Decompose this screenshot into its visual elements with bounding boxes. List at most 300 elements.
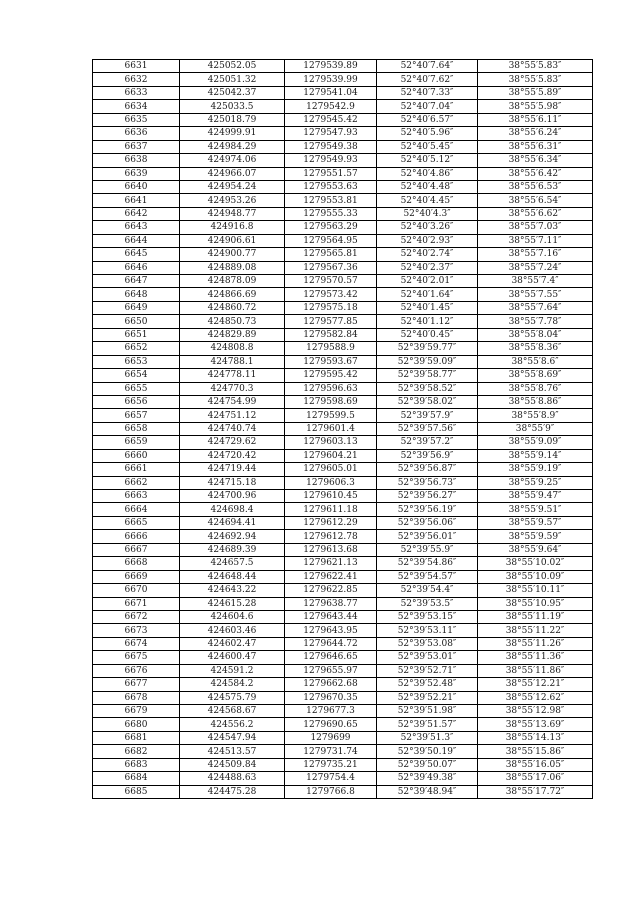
x-coordinate-cell: 424916.8 [180, 221, 285, 234]
table-row [93, 476, 593, 489]
latitude-cell: 52°40′4.3″ [377, 207, 478, 220]
y-coordinate-cell: 1279610.45 [285, 490, 377, 503]
point-number-cell: 6676 [93, 664, 180, 677]
point-number-cell: 6673 [93, 624, 180, 637]
point-number-cell: 6655 [93, 382, 180, 395]
table-row [93, 221, 593, 234]
x-coordinate-cell: 424547.94 [180, 731, 285, 744]
x-coordinate-cell: 424698.4 [180, 503, 285, 516]
y-coordinate-cell: 1279565.81 [285, 248, 377, 261]
y-coordinate-cell: 1279582.84 [285, 328, 377, 341]
table-row [93, 234, 593, 247]
y-coordinate-cell: 1279539.99 [285, 73, 377, 86]
point-number-cell: 6677 [93, 678, 180, 691]
table-row [93, 503, 593, 516]
y-coordinate-cell: 1279621.13 [285, 557, 377, 570]
latitude-cell: 52°40′3.26″ [377, 221, 478, 234]
longitude-cell: 38°55′10.11″ [478, 584, 593, 597]
latitude-cell: 52°40′2.93″ [377, 234, 478, 247]
y-coordinate-cell: 1279699 [285, 731, 377, 744]
longitude-cell: 38°55′6.34″ [478, 154, 593, 167]
point-number-cell: 6670 [93, 584, 180, 597]
point-number-cell: 6658 [93, 422, 180, 435]
latitude-cell: 52°39′56.06″ [377, 516, 478, 529]
longitude-cell: 38°55′9.14″ [478, 449, 593, 462]
table-row [93, 463, 593, 476]
y-coordinate-cell: 1279545.42 [285, 113, 377, 126]
latitude-cell: 52°39′49.38″ [377, 772, 478, 785]
point-number-cell: 6668 [93, 557, 180, 570]
latitude-cell: 52°40′4.86″ [377, 167, 478, 180]
longitude-cell: 38°55′12.62″ [478, 691, 593, 704]
point-number-cell: 6657 [93, 409, 180, 422]
longitude-cell: 38°55′6.42″ [478, 167, 593, 180]
x-coordinate-cell: 425018.79 [180, 113, 285, 126]
point-number-cell: 6632 [93, 73, 180, 86]
x-coordinate-cell: 424850.73 [180, 315, 285, 328]
longitude-cell: 38°55′9.64″ [478, 543, 593, 556]
y-coordinate-cell: 1279593.67 [285, 355, 377, 368]
latitude-cell: 52°39′51.3″ [377, 731, 478, 744]
longitude-cell: 38°55′12.98″ [478, 705, 593, 718]
table-row [93, 664, 593, 677]
longitude-cell: 38°55′6.31″ [478, 140, 593, 153]
longitude-cell: 38°55′5.98″ [478, 100, 593, 113]
point-number-cell: 6663 [93, 490, 180, 503]
longitude-cell: 38°55′11.19″ [478, 610, 593, 623]
x-coordinate-cell: 424513.57 [180, 745, 285, 758]
x-coordinate-cell: 424754.99 [180, 395, 285, 408]
latitude-cell: 52°39′53.08″ [377, 637, 478, 650]
y-coordinate-cell: 1279644.72 [285, 637, 377, 650]
x-coordinate-cell: 424575.79 [180, 691, 285, 704]
y-coordinate-cell: 1279563.29 [285, 221, 377, 234]
y-coordinate-cell: 1279549.93 [285, 154, 377, 167]
point-number-cell: 6675 [93, 651, 180, 664]
coordinate-sheet [92, 59, 592, 799]
latitude-cell: 52°40′4.48″ [377, 180, 478, 193]
x-coordinate-cell: 424603.46 [180, 624, 285, 637]
x-coordinate-cell: 424591.2 [180, 664, 285, 677]
longitude-cell: 38°55′6.24″ [478, 127, 593, 140]
table-row [93, 288, 593, 301]
latitude-cell: 52°39′58.02″ [377, 395, 478, 408]
y-coordinate-cell: 1279662.68 [285, 678, 377, 691]
point-number-cell: 6685 [93, 785, 180, 798]
latitude-cell: 52°39′52.71″ [377, 664, 478, 677]
y-coordinate-cell: 1279599.5 [285, 409, 377, 422]
point-number-cell: 6636 [93, 127, 180, 140]
latitude-cell: 52°39′54.57″ [377, 570, 478, 583]
x-coordinate-cell: 424778.11 [180, 369, 285, 382]
point-number-cell: 6635 [93, 113, 180, 126]
point-number-cell: 6659 [93, 436, 180, 449]
table-row [93, 543, 593, 556]
table-row [93, 395, 593, 408]
latitude-cell: 52°39′57.56″ [377, 422, 478, 435]
point-number-cell: 6672 [93, 610, 180, 623]
y-coordinate-cell: 1279575.18 [285, 301, 377, 314]
point-number-cell: 6647 [93, 275, 180, 288]
latitude-cell: 52°39′57.2″ [377, 436, 478, 449]
point-number-cell: 6678 [93, 691, 180, 704]
longitude-cell: 38°55′9.19″ [478, 463, 593, 476]
table-row [93, 86, 593, 99]
table-row [93, 382, 593, 395]
x-coordinate-cell: 424999.91 [180, 127, 285, 140]
y-coordinate-cell: 1279766.8 [285, 785, 377, 798]
y-coordinate-cell: 1279553.81 [285, 194, 377, 207]
latitude-cell: 52°39′54.4″ [377, 584, 478, 597]
y-coordinate-cell: 1279542.9 [285, 100, 377, 113]
latitude-cell: 52°39′57.9″ [377, 409, 478, 422]
y-coordinate-cell: 1279643.44 [285, 610, 377, 623]
x-coordinate-cell: 424906.61 [180, 234, 285, 247]
table-row [93, 301, 593, 314]
x-coordinate-cell: 424584.2 [180, 678, 285, 691]
y-coordinate-cell: 1279596.63 [285, 382, 377, 395]
point-number-cell: 6650 [93, 315, 180, 328]
longitude-cell: 38°55′9.25″ [478, 476, 593, 489]
table-row [93, 785, 593, 798]
point-number-cell: 6651 [93, 328, 180, 341]
table-row [93, 436, 593, 449]
point-number-cell: 6671 [93, 597, 180, 610]
y-coordinate-cell: 1279577.85 [285, 315, 377, 328]
y-coordinate-cell: 1279551.57 [285, 167, 377, 180]
x-coordinate-cell: 425042.37 [180, 86, 285, 99]
longitude-cell: 38°55′7.11″ [478, 234, 593, 247]
x-coordinate-cell: 424770.3 [180, 382, 285, 395]
latitude-cell: 52°39′54.86″ [377, 557, 478, 570]
table-row [93, 745, 593, 758]
point-number-cell: 6679 [93, 705, 180, 718]
longitude-cell: 38°55′8.76″ [478, 382, 593, 395]
longitude-cell: 38°55′8.9″ [478, 409, 593, 422]
y-coordinate-cell: 1279598.69 [285, 395, 377, 408]
coordinate-table-body [93, 60, 593, 799]
y-coordinate-cell: 1279754.4 [285, 772, 377, 785]
longitude-cell: 38°55′9.57″ [478, 516, 593, 529]
longitude-cell: 38°55′6.54″ [478, 194, 593, 207]
longitude-cell: 38°55′11.22″ [478, 624, 593, 637]
longitude-cell: 38°55′10.95″ [478, 597, 593, 610]
table-row [93, 731, 593, 744]
y-coordinate-cell: 1279595.42 [285, 369, 377, 382]
point-number-cell: 6639 [93, 167, 180, 180]
y-coordinate-cell: 1279612.29 [285, 516, 377, 529]
latitude-cell: 52°40′2.74″ [377, 248, 478, 261]
longitude-cell: 38°55′9.51″ [478, 503, 593, 516]
latitude-cell: 52°39′56.19″ [377, 503, 478, 516]
latitude-cell: 52°40′1.64″ [377, 288, 478, 301]
table-row [93, 207, 593, 220]
x-coordinate-cell: 424568.67 [180, 705, 285, 718]
x-coordinate-cell: 424948.77 [180, 207, 285, 220]
point-number-cell: 6666 [93, 530, 180, 543]
x-coordinate-cell: 424648.44 [180, 570, 285, 583]
longitude-cell: 38°55′7.03″ [478, 221, 593, 234]
latitude-cell: 52°40′5.12″ [377, 154, 478, 167]
y-coordinate-cell: 1279731.74 [285, 745, 377, 758]
table-row [93, 409, 593, 422]
point-number-cell: 6667 [93, 543, 180, 556]
y-coordinate-cell: 1279541.04 [285, 86, 377, 99]
latitude-cell: 52°39′59.09″ [377, 355, 478, 368]
table-row [93, 60, 593, 73]
longitude-cell: 38°55′11.86″ [478, 664, 593, 677]
point-number-cell: 6643 [93, 221, 180, 234]
y-coordinate-cell: 1279622.85 [285, 584, 377, 597]
latitude-cell: 52°39′50.19″ [377, 745, 478, 758]
longitude-cell: 38°55′17.72″ [478, 785, 593, 798]
table-row [93, 248, 593, 261]
x-coordinate-cell: 424974.06 [180, 154, 285, 167]
longitude-cell: 38°55′7.4″ [478, 275, 593, 288]
point-number-cell: 6653 [93, 355, 180, 368]
longitude-cell: 38°55′16.05″ [478, 758, 593, 771]
point-number-cell: 6638 [93, 154, 180, 167]
y-coordinate-cell: 1279603.13 [285, 436, 377, 449]
latitude-cell: 52°40′0.45″ [377, 328, 478, 341]
longitude-cell: 38°55′15.86″ [478, 745, 593, 758]
table-row [93, 651, 593, 664]
y-coordinate-cell: 1279549.38 [285, 140, 377, 153]
y-coordinate-cell: 1279604.21 [285, 449, 377, 462]
longitude-cell: 38°55′7.55″ [478, 288, 593, 301]
table-row [93, 772, 593, 785]
longitude-cell: 38°55′9″ [478, 422, 593, 435]
latitude-cell: 52°39′48.94″ [377, 785, 478, 798]
table-row [93, 705, 593, 718]
point-number-cell: 6656 [93, 395, 180, 408]
x-coordinate-cell: 425033.5 [180, 100, 285, 113]
x-coordinate-cell: 424889.08 [180, 261, 285, 274]
latitude-cell: 52°40′2.01″ [377, 275, 478, 288]
longitude-cell: 38°55′9.47″ [478, 490, 593, 503]
table-row [93, 490, 593, 503]
table-row [93, 355, 593, 368]
latitude-cell: 52°39′56.9″ [377, 449, 478, 462]
x-coordinate-cell: 424509.84 [180, 758, 285, 771]
table-row [93, 530, 593, 543]
latitude-cell: 52°39′50.07″ [377, 758, 478, 771]
table-row [93, 167, 593, 180]
y-coordinate-cell: 1279539.89 [285, 60, 377, 73]
point-number-cell: 6631 [93, 60, 180, 73]
longitude-cell: 38°55′11.26″ [478, 637, 593, 650]
point-number-cell: 6664 [93, 503, 180, 516]
y-coordinate-cell: 1279567.36 [285, 261, 377, 274]
x-coordinate-cell: 424860.72 [180, 301, 285, 314]
y-coordinate-cell: 1279643.95 [285, 624, 377, 637]
point-number-cell: 6682 [93, 745, 180, 758]
latitude-cell: 52°39′58.77″ [377, 369, 478, 382]
longitude-cell: 38°55′8.6″ [478, 355, 593, 368]
point-number-cell: 6681 [93, 731, 180, 744]
longitude-cell: 38°55′12.21″ [478, 678, 593, 691]
x-coordinate-cell: 424694.41 [180, 516, 285, 529]
y-coordinate-cell: 1279601.4 [285, 422, 377, 435]
latitude-cell: 52°40′1.12″ [377, 315, 478, 328]
point-number-cell: 6680 [93, 718, 180, 731]
x-coordinate-cell: 424788.1 [180, 355, 285, 368]
table-row [93, 180, 593, 193]
x-coordinate-cell: 424602.47 [180, 637, 285, 650]
y-coordinate-cell: 1279735.21 [285, 758, 377, 771]
y-coordinate-cell: 1279690.65 [285, 718, 377, 731]
latitude-cell: 52°40′5.45″ [377, 140, 478, 153]
x-coordinate-cell: 424966.07 [180, 167, 285, 180]
table-row [93, 73, 593, 86]
y-coordinate-cell: 1279646.65 [285, 651, 377, 664]
latitude-cell: 52°39′53.11″ [377, 624, 478, 637]
y-coordinate-cell: 1279588.9 [285, 342, 377, 355]
table-row [93, 624, 593, 637]
x-coordinate-cell: 424715.18 [180, 476, 285, 489]
latitude-cell: 52°39′52.48″ [377, 678, 478, 691]
y-coordinate-cell: 1279606.3 [285, 476, 377, 489]
latitude-cell: 52°40′5.96″ [377, 127, 478, 140]
latitude-cell: 52°40′1.45″ [377, 301, 478, 314]
latitude-cell: 52°39′52.21″ [377, 691, 478, 704]
table-row [93, 449, 593, 462]
latitude-cell: 52°39′56.27″ [377, 490, 478, 503]
point-number-cell: 6646 [93, 261, 180, 274]
x-coordinate-cell: 424692.94 [180, 530, 285, 543]
point-number-cell: 6674 [93, 637, 180, 650]
latitude-cell: 52°39′55.9″ [377, 543, 478, 556]
y-coordinate-cell: 1279555.33 [285, 207, 377, 220]
longitude-cell: 38°55′8.86″ [478, 395, 593, 408]
y-coordinate-cell: 1279564.95 [285, 234, 377, 247]
x-coordinate-cell: 424953.26 [180, 194, 285, 207]
table-row [93, 597, 593, 610]
latitude-cell: 52°39′53.01″ [377, 651, 478, 664]
table-row [93, 678, 593, 691]
latitude-cell: 52°40′2.37″ [377, 261, 478, 274]
longitude-cell: 38°55′6.11″ [478, 113, 593, 126]
latitude-cell: 52°40′7.33″ [377, 86, 478, 99]
x-coordinate-cell: 425052.05 [180, 60, 285, 73]
longitude-cell: 38°55′11.36″ [478, 651, 593, 664]
table-row [93, 100, 593, 113]
table-row [93, 610, 593, 623]
latitude-cell: 52°39′56.87″ [377, 463, 478, 476]
latitude-cell: 52°40′4.45″ [377, 194, 478, 207]
y-coordinate-cell: 1279605.01 [285, 463, 377, 476]
point-number-cell: 6660 [93, 449, 180, 462]
x-coordinate-cell: 424740.74 [180, 422, 285, 435]
latitude-cell: 52°40′7.62″ [377, 73, 478, 86]
longitude-cell: 38°55′8.04″ [478, 328, 593, 341]
x-coordinate-cell: 424878.09 [180, 275, 285, 288]
longitude-cell: 38°55′7.24″ [478, 261, 593, 274]
y-coordinate-cell: 1279573.42 [285, 288, 377, 301]
y-coordinate-cell: 1279613.68 [285, 543, 377, 556]
y-coordinate-cell: 1279553.63 [285, 180, 377, 193]
point-number-cell: 6654 [93, 369, 180, 382]
y-coordinate-cell: 1279547.93 [285, 127, 377, 140]
longitude-cell: 38°55′5.89″ [478, 86, 593, 99]
y-coordinate-cell: 1279677.3 [285, 705, 377, 718]
table-row [93, 422, 593, 435]
latitude-cell: 52°40′7.64″ [377, 60, 478, 73]
table-row [93, 275, 593, 288]
latitude-cell: 52°39′56.01″ [377, 530, 478, 543]
table-row [93, 194, 593, 207]
point-number-cell: 6634 [93, 100, 180, 113]
longitude-cell: 38°55′7.16″ [478, 248, 593, 261]
latitude-cell: 52°39′53.15″ [377, 610, 478, 623]
x-coordinate-cell: 424600.47 [180, 651, 285, 664]
latitude-cell: 52°39′56.73″ [377, 476, 478, 489]
table-row [93, 758, 593, 771]
longitude-cell: 38°55′7.64″ [478, 301, 593, 314]
x-coordinate-cell: 424829.89 [180, 328, 285, 341]
y-coordinate-cell: 1279622.41 [285, 570, 377, 583]
longitude-cell: 38°55′6.53″ [478, 180, 593, 193]
x-coordinate-cell: 424488.63 [180, 772, 285, 785]
point-number-cell: 6652 [93, 342, 180, 355]
x-coordinate-cell: 424475.28 [180, 785, 285, 798]
x-coordinate-cell: 424615.28 [180, 597, 285, 610]
longitude-cell: 38°55′5.83″ [478, 73, 593, 86]
point-number-cell: 6642 [93, 207, 180, 220]
longitude-cell: 38°55′7.78″ [478, 315, 593, 328]
point-number-cell: 6637 [93, 140, 180, 153]
y-coordinate-cell: 1279612.78 [285, 530, 377, 543]
point-number-cell: 6661 [93, 463, 180, 476]
x-coordinate-cell: 424751.12 [180, 409, 285, 422]
x-coordinate-cell: 424689.39 [180, 543, 285, 556]
table-row [93, 584, 593, 597]
table-row [93, 127, 593, 140]
point-number-cell: 6649 [93, 301, 180, 314]
y-coordinate-cell: 1279570.57 [285, 275, 377, 288]
point-number-cell: 6684 [93, 772, 180, 785]
point-number-cell: 6669 [93, 570, 180, 583]
x-coordinate-cell: 424900.77 [180, 248, 285, 261]
longitude-cell: 38°55′13.69″ [478, 718, 593, 731]
point-number-cell: 6662 [93, 476, 180, 489]
point-number-cell: 6633 [93, 86, 180, 99]
longitude-cell: 38°55′9.09″ [478, 436, 593, 449]
x-coordinate-cell: 424984.29 [180, 140, 285, 153]
x-coordinate-cell: 424556.2 [180, 718, 285, 731]
longitude-cell: 38°55′5.83″ [478, 60, 593, 73]
point-number-cell: 6645 [93, 248, 180, 261]
longitude-cell: 38°55′17.06″ [478, 772, 593, 785]
table-row [93, 516, 593, 529]
longitude-cell: 38°55′8.36″ [478, 342, 593, 355]
table-row [93, 342, 593, 355]
x-coordinate-cell: 424643.22 [180, 584, 285, 597]
longitude-cell: 38°55′10.09″ [478, 570, 593, 583]
point-number-cell: 6644 [93, 234, 180, 247]
y-coordinate-cell: 1279638.77 [285, 597, 377, 610]
x-coordinate-cell: 425051.32 [180, 73, 285, 86]
point-number-cell: 6640 [93, 180, 180, 193]
latitude-cell: 52°39′51.57″ [377, 718, 478, 731]
x-coordinate-cell: 424719.44 [180, 463, 285, 476]
longitude-cell: 38°55′14.13″ [478, 731, 593, 744]
table-row [93, 140, 593, 153]
table-row [93, 113, 593, 126]
longitude-cell: 38°55′10.02″ [478, 557, 593, 570]
point-number-cell: 6641 [93, 194, 180, 207]
latitude-cell: 52°39′58.52″ [377, 382, 478, 395]
